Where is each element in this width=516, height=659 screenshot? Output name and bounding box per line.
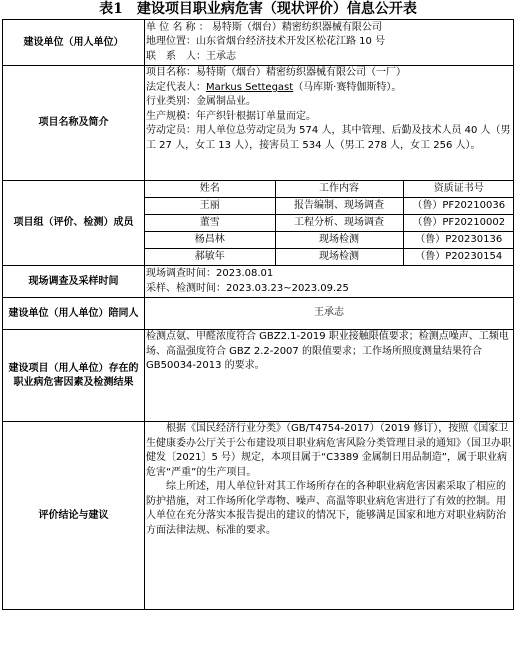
- row-conclusion: [3, 422, 514, 610]
- conclusion-paragraph: 综上所述，用人单位针对其工作场所存在的各种职业病危害因素采取了相应的防护措施，对工作场所化学毒物、噪声、高温等职业病危害进行了有效的控制。用人单位在充分落实本报告提出的建议的情况下，能够满足国家和地方对职业病防治方面法律法规、标准的要求。: [146, 481, 506, 536]
- legal-rep-suffix: （马库斯·赛特伽斯特）。: [293, 81, 402, 93]
- member-name: 王丽: [145, 198, 275, 215]
- sampling-time: 采样、检测时间：2023.03.23~2023.09.25: [146, 282, 349, 294]
- survey-time: 现场调查时间：2023.08.01: [146, 268, 274, 279]
- header-work: 工作内容: [275, 181, 403, 198]
- employer-contact: 联 系 人：王承志: [146, 50, 236, 62]
- row-hazards: [3, 330, 514, 422]
- project-label: 项目名称及简介: [3, 66, 145, 181]
- row-project: [3, 66, 514, 181]
- conclusion-info: [145, 422, 514, 610]
- hazards-label: 建设项目（用人单位）存在的职业病危害因素及检测结果: [3, 330, 145, 422]
- member-name: 郝敏年: [194, 251, 225, 262]
- member-name: 杨昌林: [145, 232, 275, 249]
- team-cell: [145, 181, 514, 266]
- row-survey: [3, 266, 514, 298]
- survey-info: [145, 266, 514, 298]
- team-members-table: [145, 181, 514, 265]
- conclusion-paragraph: 根据《国民经济行业分类》（GB/T4754-2017）（2019 修订），按照《国家卫生健康委办公厅关于公布建设项目职业病危害风险分类管理目录的通知》（国卫办职健发〔2021〕5 号）规定，本项目属于“C3389 金属制日用品制造”，属于职业病危害“严重”的生产项目。: [146, 423, 511, 478]
- team-member-row: [145, 215, 514, 232]
- member-work: 现场检测: [275, 232, 403, 249]
- team-member-row: [145, 249, 514, 266]
- member-work: 工程分析、现场调查: [275, 215, 403, 232]
- employer-address: 地理位置：山东省烟台经济技术开发区松花江路 10 号: [146, 36, 386, 48]
- team-label: 项目组（评价、检测）成员: [3, 181, 145, 266]
- row-employer: [3, 20, 514, 66]
- header-cert: 资质证书号: [403, 181, 514, 198]
- member-cert: （鲁）PF20210036: [403, 198, 514, 215]
- member-name: 董雪: [145, 215, 275, 232]
- production-scale: 生产规模：年产织针根据订单量而定。: [146, 110, 316, 122]
- employer-name: 单 位 名 称 ： 易特斯（烟台）精密纺织器械有限公司: [146, 21, 382, 33]
- row-escort: [3, 298, 514, 330]
- document-title: 表1 建设项目职业病危害（现状评价）信息公开表: [99, 1, 417, 17]
- header-name: 姓名: [145, 181, 275, 198]
- employer-info: [145, 20, 514, 66]
- member-cert: （鲁）PF20210002: [403, 215, 514, 232]
- member-work: 现场检测: [275, 249, 403, 266]
- hazards-results: [145, 330, 514, 422]
- escort-label: 建设单位（用人单位）陪同人: [3, 298, 145, 330]
- legal-representative: [146, 81, 512, 96]
- project-info: [145, 66, 514, 181]
- info-table: [2, 19, 514, 610]
- row-team: [3, 181, 514, 266]
- member-cert: （鲁）P20230136: [403, 232, 514, 249]
- legal-rep-name: Markus Settegast: [206, 81, 294, 93]
- industry-category: 行业类别：金属制品业。: [146, 96, 256, 107]
- hazards-text: 检测点氨、甲醛浓度符合 GBZ2.1-2019 职业接触限值要求；检测点噪声、工频电场、高温强度符合 GBZ 2.2-2007 的限值要求；工作场所照度测量结果符合 GB50034-2013 的要求。: [146, 331, 509, 371]
- team-header-row: [145, 181, 514, 198]
- team-member-row: [145, 232, 514, 249]
- project-name: 项目名称：易特斯（烟台）精密纺织器械有限公司（一厂）: [146, 67, 406, 78]
- employer-label: 建设单位（用人单位）: [3, 20, 145, 66]
- conclusion-label: 评价结论与建议: [3, 422, 145, 610]
- team-member-row: [145, 198, 514, 215]
- escort-name: 王承志: [145, 298, 514, 330]
- member-work: 报告编制、现场调查: [275, 198, 403, 215]
- member-cert: （鲁）P20230154: [403, 249, 514, 266]
- survey-label: 现场调查及采样时间: [3, 266, 145, 298]
- staffing: 劳动定员：用人单位总劳动定员为 574 人，其中管理、后勤及技术人员 40 人（男工 27 人，女工 13 人），接害员工 534 人（男工 278 人，女工 256 人）。: [146, 125, 511, 151]
- legal-rep-prefix: 法定代表人：: [146, 81, 206, 93]
